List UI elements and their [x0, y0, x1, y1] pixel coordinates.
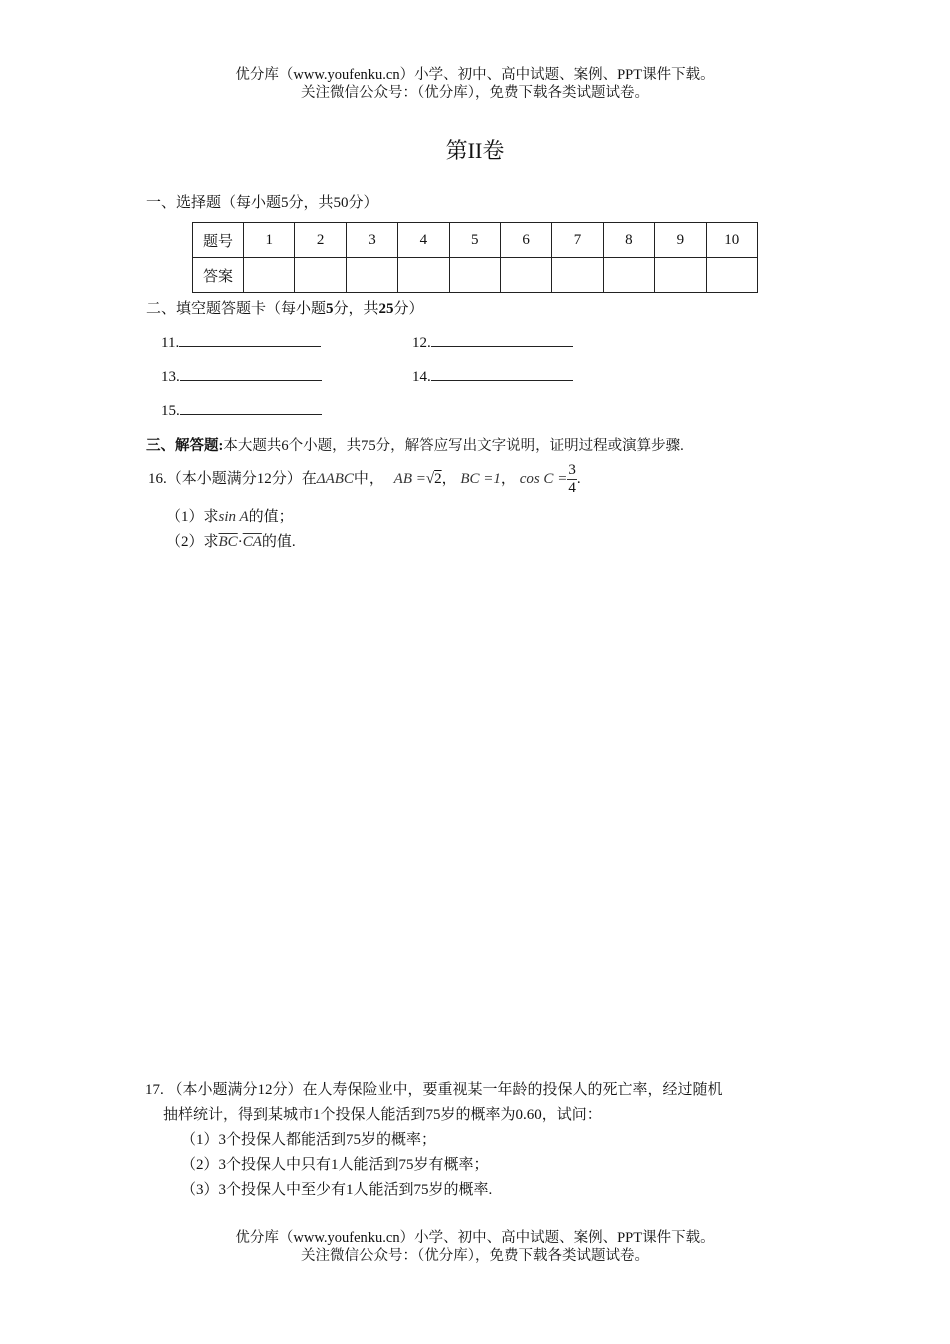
- q16-sep1: ，: [441, 470, 457, 487]
- q16-end: .: [576, 470, 581, 487]
- answer-cell[interactable]: [655, 258, 706, 293]
- table-cell-number: 2: [295, 223, 346, 258]
- table-cell-number: 10: [706, 223, 757, 258]
- table-cell-number: 5: [449, 223, 500, 258]
- page-footer: [0, 1229, 950, 1265]
- header-line-2: 关注微信公众号：（优分库），免费下载各类试题试卷。: [301, 85, 649, 101]
- q16-triangle: ΔABC: [316, 470, 354, 487]
- fill-item-15[interactable]: [161, 400, 322, 420]
- fill-item-number: 12.: [412, 335, 431, 351]
- fill-blank-line[interactable]: [180, 366, 322, 381]
- section-choice-label: 一、选择题（每小题5分，共50分）: [146, 195, 379, 211]
- q16-p1-post: 的值；: [248, 509, 294, 525]
- q16-p2-dot: ·: [237, 534, 243, 550]
- answer-cell[interactable]: [244, 258, 295, 293]
- fill-item-11[interactable]: [161, 332, 321, 352]
- fill-item-number: 14.: [412, 369, 431, 385]
- fill-blank-line[interactable]: [431, 332, 573, 347]
- answer-cell[interactable]: [346, 258, 397, 293]
- q16-p2-post: 的值.: [261, 534, 296, 550]
- answer-cell[interactable]: [706, 258, 757, 293]
- q16-fraction: [567, 462, 577, 497]
- q16-ab: AB =: [393, 470, 426, 487]
- question-16: [148, 462, 581, 497]
- fill-blank-line[interactable]: [180, 400, 322, 415]
- answer-cell[interactable]: [398, 258, 449, 293]
- section-fill-label: [146, 297, 424, 318]
- fill-blank-line[interactable]: [431, 366, 573, 381]
- fill-item-14[interactable]: [412, 366, 573, 386]
- fill-item-number: 15.: [161, 403, 180, 419]
- fill-item-13[interactable]: [161, 366, 322, 386]
- table-head-answer: 答案: [193, 258, 244, 293]
- table-head-number: 题号: [193, 223, 244, 258]
- section-solve-label-bold: 三、解答题:: [146, 438, 224, 454]
- fill-blank-line[interactable]: [179, 332, 321, 347]
- footer-line-1: 优分库（www.youfenku.cn）小学、初中、高中试题、案例、PPT课件下载。: [235, 1230, 715, 1246]
- q16-sep2: ，: [500, 470, 516, 487]
- footer-line-2: 关注微信公众号：（优分库），免费下载各类试题试卷。: [301, 1248, 649, 1264]
- answer-cell[interactable]: [552, 258, 603, 293]
- answer-cell[interactable]: [603, 258, 654, 293]
- q16-part-2: [166, 531, 296, 553]
- table-cell-number: 6: [500, 223, 551, 258]
- q16-fraction-num: 3: [568, 462, 576, 478]
- table-cell-number: 8: [603, 223, 654, 258]
- q17-part-2: （2）3个投保人中只有1人能活到75岁有概率；: [181, 1157, 489, 1173]
- answer-table: [192, 222, 758, 293]
- q16-p1-math: sin A: [218, 509, 249, 525]
- table-row-numbers: [193, 223, 758, 258]
- table-cell-number: 7: [552, 223, 603, 258]
- fill-item-12[interactable]: [412, 332, 573, 352]
- q16-p1-pre: （1）求: [166, 509, 219, 525]
- q17-line-2: 抽样统计，得到某城市1个投保人能活到75岁的概率为0.60，试问：: [163, 1107, 602, 1123]
- page-header: [0, 66, 950, 102]
- section-fill-label-mid: 分，共: [333, 301, 379, 317]
- section-solve-label-rest: 本大题共6个小题，共75分，解答应写出文字说明，证明过程或演算步骤.: [223, 438, 684, 454]
- q16-prefix: 16.（本小题满分12分）在: [148, 470, 317, 487]
- question-17: [145, 1078, 723, 1203]
- answer-cell[interactable]: [295, 258, 346, 293]
- answer-cell[interactable]: [449, 258, 500, 293]
- table-cell-number: 4: [398, 223, 449, 258]
- q16-sqrt-value: 2: [434, 470, 442, 487]
- fill-item-number: 13.: [161, 369, 180, 385]
- section-fill-label-pre: 二、填空题答题卡（每小题: [146, 301, 327, 317]
- section-fill-label-5: 5: [326, 301, 334, 317]
- table-row-answers: [193, 258, 758, 293]
- q16-p2-pre: （2）求: [166, 534, 219, 550]
- q16-part-1: [166, 506, 294, 528]
- sqrt-icon: √: [425, 470, 435, 487]
- page-title: 第II卷: [445, 138, 505, 163]
- q17-part-1: （1）3个投保人都能活到75岁的概率；: [181, 1132, 437, 1148]
- q17-part-3: （3）3个投保人中至少有1人能活到75岁的概率.: [181, 1182, 493, 1198]
- q16-bc: BC =1: [460, 470, 501, 487]
- q16-fraction-den: 4: [568, 480, 576, 496]
- header-line-1: 优分库（www.youfenku.cn）小学、初中、高中试题、案例、PPT课件下载。: [235, 67, 715, 83]
- section-fill-label-25: 25: [378, 301, 394, 317]
- q16-mid: 中，: [353, 470, 384, 487]
- q16-p2-vector-bc: $\overline{BC}$: [218, 534, 238, 550]
- table-cell-number: 3: [346, 223, 397, 258]
- table-cell-number: 9: [655, 223, 706, 258]
- table-cell-number: 1: [244, 223, 295, 258]
- section-fill-label-post: 分）: [393, 301, 424, 317]
- section-solve-label: [146, 434, 684, 455]
- answer-cell[interactable]: [500, 258, 551, 293]
- q16-p2-vector-ca: $\overline{CA}$: [242, 534, 262, 550]
- q16-cos: cos C =: [519, 470, 568, 487]
- q17-line-1: 17. （本小题满分12分）在人寿保险业中，要重视某一年龄的投保人的死亡率，经过随机: [145, 1082, 723, 1098]
- fill-item-number: 11.: [161, 335, 180, 351]
